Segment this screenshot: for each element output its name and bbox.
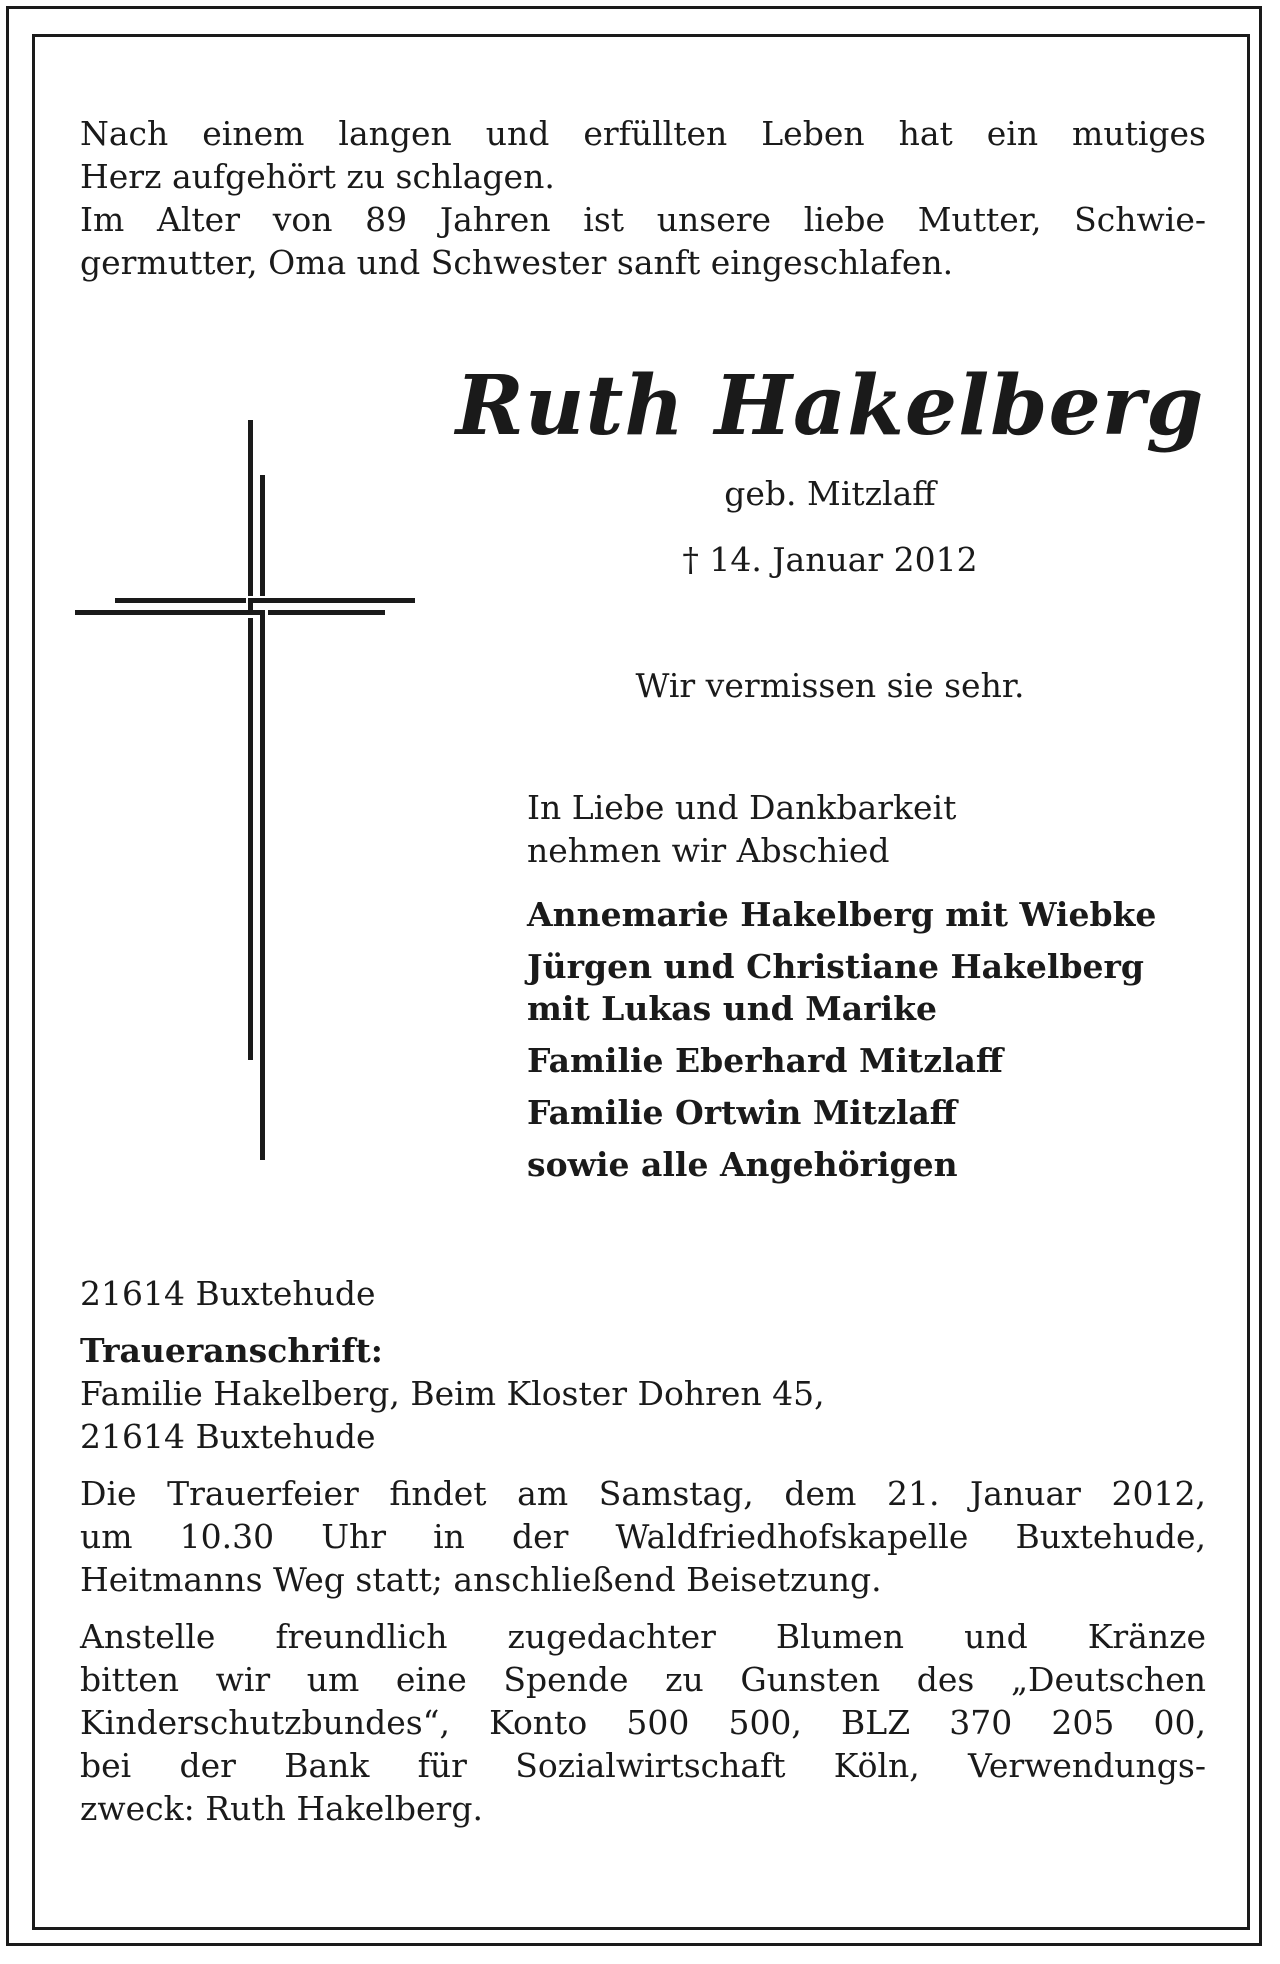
intro-line: Nach einem langen und erfüllten Leben hat ein mutiges: [80, 114, 1206, 153]
donation-line: Anstelle freundlich zugedachter Blumen und Kränze: [80, 1617, 1206, 1656]
ceremony-text: [80, 1472, 1206, 1601]
intro-text: [80, 112, 1206, 284]
farewell-text: [527, 786, 1227, 872]
intro-line: Herz aufgehört zu schlagen.: [80, 157, 555, 196]
donation-line: bitten wir um eine Spende zu Gunsten des „Deutschen: [80, 1660, 1206, 1699]
mourning-address-line: Familie Hakelberg, Beim Kloster Dohren 45,: [80, 1374, 825, 1413]
missing-text: Wir vermissen sie sehr.: [635, 666, 1025, 705]
donation-line: Kinderschutzbundes“, Konto 500 500, BLZ 370 205 00,: [80, 1703, 1206, 1742]
mourner-entry: [527, 894, 1227, 936]
farewell-line: nehmen wir Abschied: [527, 831, 890, 870]
ceremony-line: um 10.30 Uhr in der Waldfriedhofskapelle Buxtehude,: [80, 1517, 1206, 1556]
mourning-address-line: 21614 Buxtehude: [80, 1417, 376, 1456]
mourner-line: mit Lukas und Marike: [527, 989, 937, 1028]
mourner-entry: [527, 1040, 1227, 1082]
donation-line: zweck: Ruth Hakelberg.: [80, 1789, 483, 1828]
birth-name: geb. Mitzlaff: [724, 474, 936, 513]
donation-text: [80, 1615, 1206, 1830]
location: [80, 1272, 1206, 1315]
cross-icon: [70, 420, 420, 1160]
mourner-line: Jürgen und Christiane Hakelberg: [527, 947, 1144, 986]
death-date: † 14. Januar 2012: [682, 540, 978, 579]
ceremony-line: Heitmanns Weg statt; anschließend Beisetzung.: [80, 1560, 882, 1599]
mourners-list: [527, 894, 1227, 1196]
mourner-line: Familie Eberhard Mitzlaff: [527, 1041, 1004, 1080]
donation-line: bei der Bank für Sozialwirtschaft Köln, Verwendungs-: [80, 1746, 1206, 1785]
mourner-line: Annemarie Hakelberg mit Wiebke: [527, 895, 1157, 934]
mourner-entry: [527, 1092, 1227, 1134]
intro-line: germutter, Oma und Schwester sanft eingeschlafen.: [80, 243, 954, 282]
ceremony-line: Die Trauerfeier findet am Samstag, dem 21. Januar 2012,: [80, 1474, 1206, 1513]
mourning-address-label: Traueranschrift:: [80, 1331, 383, 1370]
mourning-address: [80, 1329, 1206, 1458]
farewell-line: In Liebe und Dankbarkeit: [527, 788, 957, 827]
mourner-entry: [527, 1144, 1227, 1186]
mourner-entry: [527, 946, 1227, 1030]
mourner-line: sowie alle Angehörigen: [527, 1145, 958, 1184]
details-section: [80, 1272, 1206, 1844]
deceased-name: Ruth Hakelberg: [455, 358, 1205, 454]
location-line: 21614 Buxtehude: [80, 1274, 376, 1313]
mourner-line: Familie Ortwin Mitzlaff: [527, 1093, 957, 1132]
intro-line: Im Alter von 89 Jahren ist unsere liebe Mutter, Schwie-: [80, 200, 1206, 239]
